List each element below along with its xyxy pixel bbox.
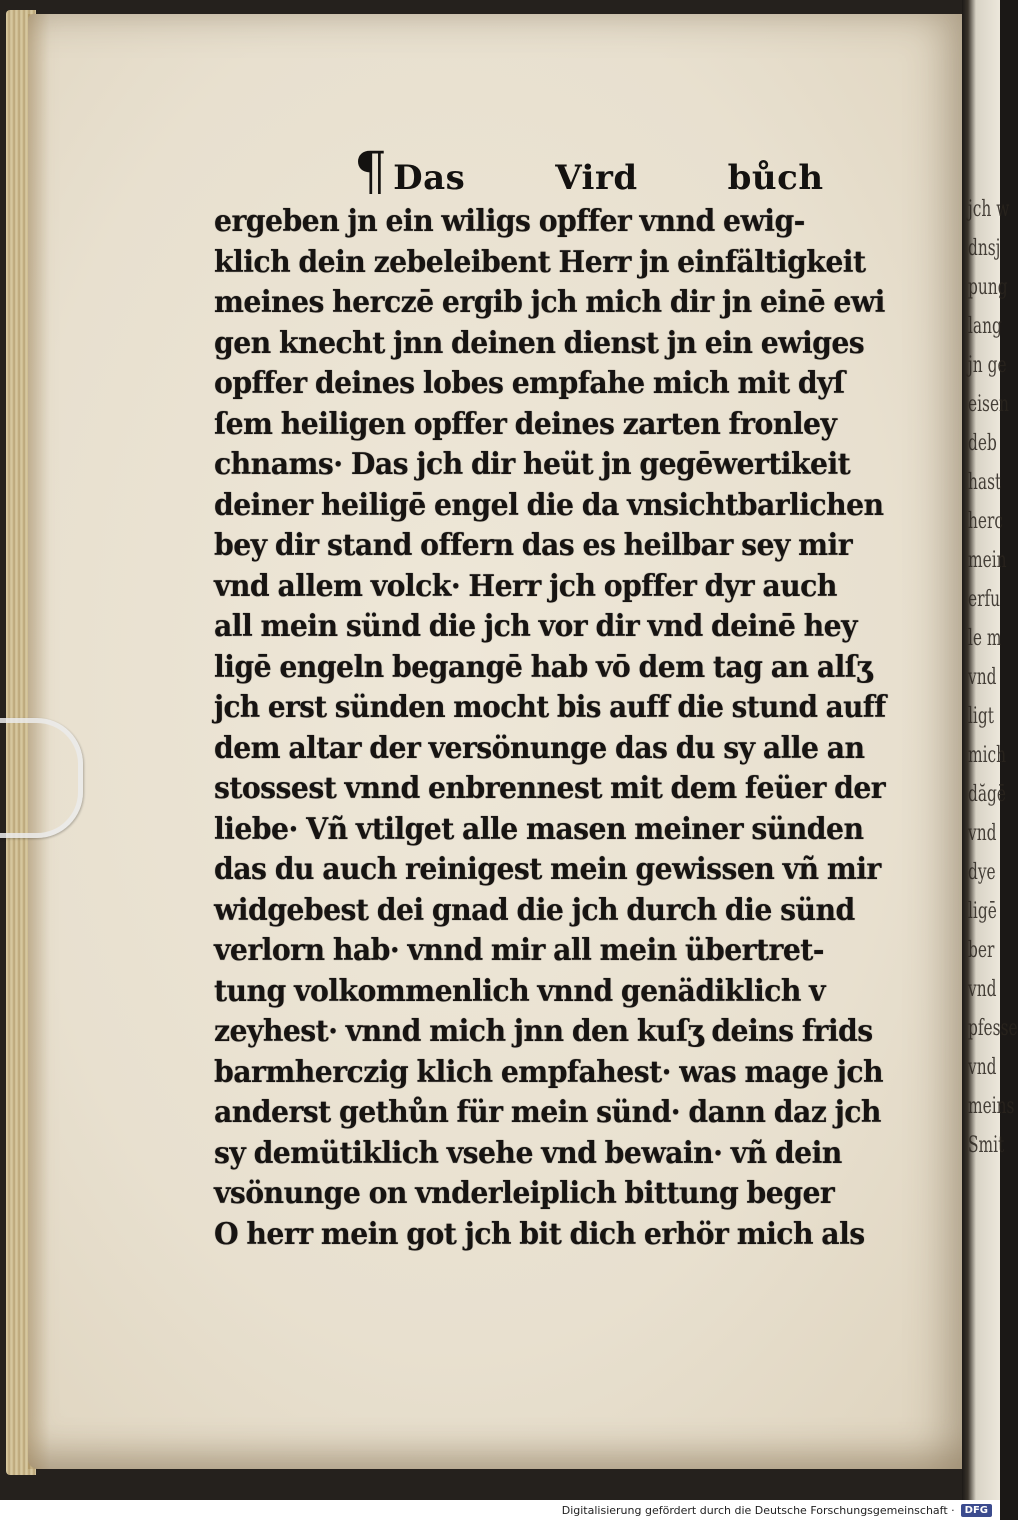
text-line: ergeben jn ein wiligs opffer vnnd ewig- (214, 203, 805, 238)
text-line: bey dir stand offern das es heilbar sey mir (214, 527, 853, 562)
text-line: zeyhest· vnnd mich jnn den kuſʒ deins frids (214, 1013, 873, 1048)
footer-bar (0, 1500, 1000, 1520)
text-line: barmherczig klich empfahest· was mage jch (214, 1053, 884, 1089)
facing-page-line: meins (968, 1094, 1015, 1119)
text-line: deiner heiligē engel die da vnsichtbarlichen (214, 486, 884, 522)
facing-page-line: vnd (968, 821, 997, 846)
facing-page-line: erfu (968, 587, 1001, 612)
facing-page-line: lang (968, 314, 1002, 339)
facing-page-line: vnd (968, 1055, 997, 1080)
heading-word: Das (393, 158, 466, 198)
text-line: das du auch reinigest mein gewissen vñ mir (214, 851, 881, 886)
facing-page-line: ligē (968, 899, 997, 924)
heading-word: Vird (555, 158, 638, 198)
text-line: sy demütiklich vsehe vnd bewain· vñ dein (214, 1134, 842, 1170)
text-line: tung volkommenlich vnnd genädiklich v (214, 972, 826, 1008)
facing-page-line: vnd (968, 977, 997, 1002)
facing-page-line: ber (968, 938, 995, 963)
facing-page-line: ligt (968, 704, 994, 729)
facing-page-line: dnsj (968, 236, 1001, 261)
facing-page-line: deb (968, 431, 997, 456)
facing-page-line: le m (968, 626, 1002, 651)
facing-page-line: hast (968, 470, 1002, 495)
facing-page-fragment (968, 190, 1018, 1280)
facing-page-line: herc (968, 509, 1004, 534)
text-line: klich dein zebeleibent Herr jn einfältigkeit (214, 243, 866, 279)
running-heading (354, 142, 914, 202)
text-line: stossest vnnd enbrennest mit dem feüer der (214, 770, 886, 805)
facing-page-line: jn ge (968, 353, 1007, 378)
text-line: all mein sünd die jch vor dir vnd deinē hey (214, 608, 857, 643)
text-line: jch erst sünden mocht bis auff die stund auff (214, 689, 886, 724)
facing-page-line: mich (968, 743, 1007, 768)
text-line: opffer deines lobes empfahe mich mit dyſ (214, 365, 845, 400)
page-text (214, 142, 914, 1254)
text-line: vnd allem volck· Herr jch opffer dyr auch (214, 567, 837, 603)
text-line: O herr mein got jch bit dich erhör mich als (214, 1215, 865, 1251)
text-line: meines herczē ergib jch mich dir jn einē ewi (214, 284, 885, 319)
dfg-logo: DFG (961, 1504, 992, 1517)
facing-page-line: vnd (968, 665, 997, 690)
text-line: anderst gethůn für mein sünd· dann daz jch (214, 1094, 881, 1129)
text-line: liebe· Vñ vtilget alle masen meiner sünden (214, 810, 864, 846)
heading-word: bůch (727, 158, 824, 198)
facing-page-line: pfesse (968, 1016, 1018, 1041)
funding-credit: Digitalisierung gefördert durch die Deutsche Forschungsgemeinschaft · (561, 1503, 955, 1517)
text-line: ligē engeln begangē hab vō dem tag an alſʒ (214, 648, 872, 684)
text-line: gen knecht jnn deinen dienst jn ein ewiges (214, 324, 865, 360)
paper-clip (0, 718, 83, 838)
text-line: verlorn hab· vnnd mir all mein übertret- (214, 932, 824, 967)
facing-page-line: mein (968, 548, 1007, 573)
facing-page-line: eisen (968, 392, 1009, 417)
text-line: chnams· Das jch dir heüt jn gegēwertikeit (214, 446, 851, 481)
facing-page-line: pung (968, 275, 1008, 300)
text-line: ſem heiligen opffer deines zarten fronley (214, 405, 837, 441)
pilcrow-mark: ¶ (354, 142, 388, 202)
facing-page-line: jch w (968, 197, 1010, 222)
facing-page-line: Smit (968, 1133, 1005, 1158)
text-line: dem altar der versönunge das du sy alle an (214, 729, 865, 765)
text-lines (214, 201, 914, 1254)
text-line: widgebest dei gnad die jch durch die sünd (214, 891, 855, 927)
text-line: vsönunge on vnderleiplich bittung beger (214, 1175, 835, 1210)
facing-page-line: dye (968, 860, 996, 885)
facing-page-line: dăgē (968, 782, 1007, 807)
